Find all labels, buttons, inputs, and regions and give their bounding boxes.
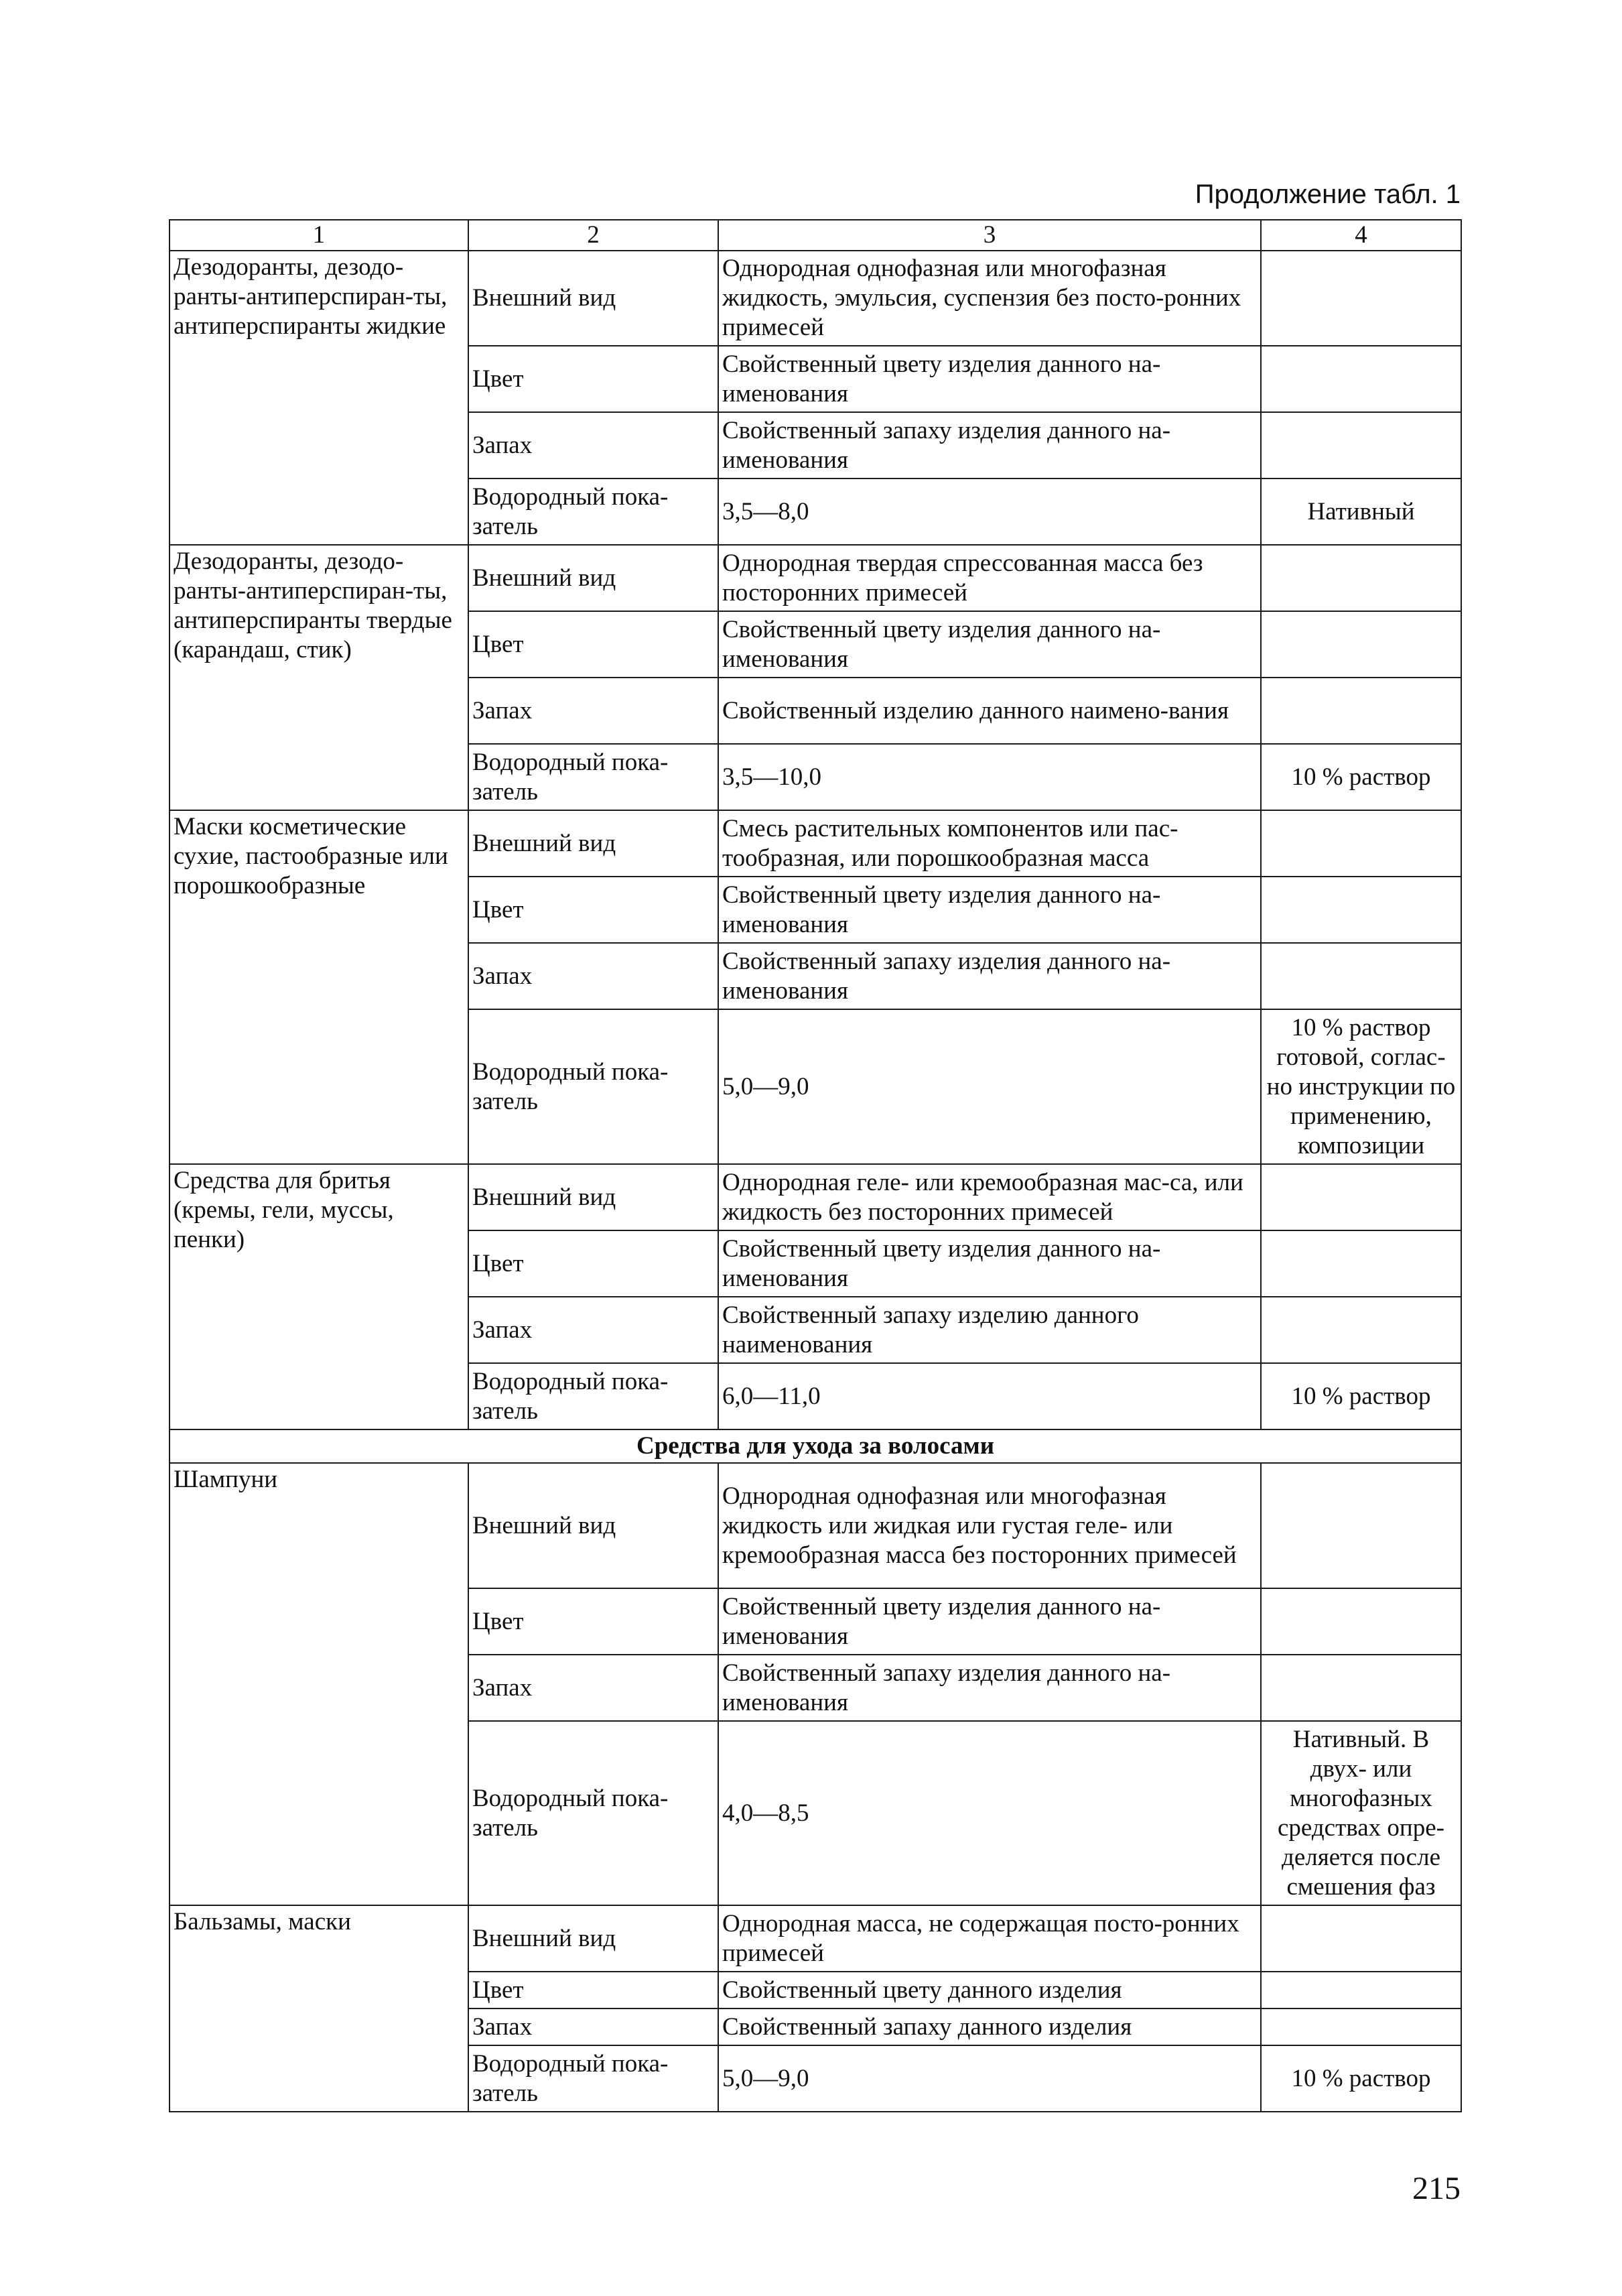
parameter-name: Водородный пока-затель [468,1363,718,1429]
parameter-name: Внешний вид [468,1905,718,1972]
parameter-note: 10 % раствор [1261,1363,1461,1429]
parameter-note [1261,1655,1461,1721]
parameter-value: Однородная масса, не содержащая посто-ронних примесей [718,1905,1261,1972]
specification-table [169,219,1462,2112]
table-row [170,810,1461,877]
parameter-name: Запах [468,1655,718,1721]
parameter-name: Внешний вид [468,810,718,877]
parameter-name: Водородный пока-затель [468,479,718,545]
parameter-value: 5,0—9,0 [718,1009,1261,1164]
parameter-name: Внешний вид [468,1463,718,1588]
parameter-name: Водородный пока-затель [468,1721,718,1905]
parameter-value: Однородная геле- или кремообразная мас-са, или жидкость без посторонних примесей [718,1164,1261,1230]
parameter-value: Свойственный цвету изделия данного на-именования [718,1588,1261,1655]
parameter-note: Нативный. В двух- или многофазных средствах опре-деляется после смешения фаз [1261,1721,1461,1905]
parameter-note [1261,943,1461,1009]
parameter-note: 10 % раствор [1261,744,1461,810]
column-number-row [170,220,1461,251]
parameter-name: Внешний вид [468,545,718,611]
parameter-note [1261,545,1461,611]
product-group-name: Средства для бритья (кремы, гели, муссы, пенки) [170,1164,468,1429]
parameter-name: Запах [468,678,718,744]
parameter-value: Свойственный цвету изделия данного на-именования [718,611,1261,678]
parameter-value: Однородная однофазная или многофазная жидкость, эмульсия, суспензия без посто-ронних примесей [718,251,1261,346]
table-row [170,545,1461,611]
parameter-name: Цвет [468,1972,718,2008]
table-row [170,1463,1461,1588]
column-number-cell: 4 [1261,220,1461,251]
table-continuation-caption: Продолжение табл. 1 [1195,180,1461,209]
parameter-value: 3,5—8,0 [718,479,1261,545]
parameter-value: Однородная твердая спрессованная масса без посторонних примесей [718,545,1261,611]
parameter-note [1261,2008,1461,2045]
parameter-value: 4,0—8,5 [718,1721,1261,1905]
parameter-name: Запах [468,1297,718,1363]
parameter-name: Цвет [468,877,718,943]
parameter-note [1261,810,1461,877]
parameter-name: Внешний вид [468,1164,718,1230]
parameter-note: 10 % раствор готовой, соглас-но инструкции по применению, композиции [1261,1009,1461,1164]
parameter-value: 3,5—10,0 [718,744,1261,810]
parameter-name: Водородный пока-затель [468,1009,718,1164]
parameter-name: Цвет [468,346,718,412]
table-row [170,1164,1461,1230]
parameter-note [1261,412,1461,479]
product-group-name: Маски косметические сухие, пастообразные или порошкообразные [170,810,468,1164]
table-row [170,1905,1461,1972]
column-number-cell: 3 [718,220,1261,251]
parameter-value: Свойственный цвету изделия данного на-именования [718,877,1261,943]
parameter-name: Водородный пока-затель [468,2045,718,2112]
parameter-note [1261,251,1461,346]
parameter-note [1261,611,1461,678]
parameter-note: 10 % раствор [1261,2045,1461,2112]
parameter-value: Однородная однофазная или многофазная жидкость или жидкая или густая геле- или кремообразная масса без посторонних примесей [718,1463,1261,1588]
parameter-name: Внешний вид [468,251,718,346]
product-group-name: Шампуни [170,1463,468,1905]
parameter-note [1261,1972,1461,2008]
parameter-note [1261,1905,1461,1972]
table-row [170,251,1461,346]
parameter-value: 6,0—11,0 [718,1363,1261,1429]
parameter-note [1261,1297,1461,1363]
parameter-name: Запах [468,2008,718,2045]
page-number: 215 [1412,2171,1461,2206]
column-number-cell: 2 [468,220,718,251]
parameter-note [1261,678,1461,744]
parameter-value: Свойственный запаху данного изделия [718,2008,1261,2045]
product-group-name: Дезодоранты, дезодо-ранты-антиперспиран-ты, антиперспиранты твердые (карандаш, стик) [170,545,468,810]
parameter-note [1261,1164,1461,1230]
parameter-value: Свойственный изделию данного наимено-вания [718,678,1261,744]
parameter-name: Запах [468,412,718,479]
section-row [170,1429,1461,1463]
parameter-name: Цвет [468,1588,718,1655]
parameter-name: Цвет [468,1230,718,1297]
parameter-value: Свойственный запаху изделия данного на-именования [718,1655,1261,1721]
parameter-name: Водородный пока-затель [468,744,718,810]
product-group-name: Бальзамы, маски [170,1905,468,2112]
parameter-value: Смесь растительных компонентов или пас-тообразная, или порошкообразная масса [718,810,1261,877]
parameter-note [1261,346,1461,412]
parameter-name: Цвет [468,611,718,678]
parameter-value: Свойственный запаху изделия данного на-именования [718,412,1261,479]
parameter-value: Свойственный цвету изделия данного на-именования [718,346,1261,412]
parameter-value: 5,0—9,0 [718,2045,1261,2112]
parameter-note: Нативный [1261,479,1461,545]
parameter-note [1261,1230,1461,1297]
section-heading: Средства для ухода за волосами [170,1429,1461,1463]
parameter-value: Свойственный цвету изделия данного на-именования [718,1230,1261,1297]
parameter-note [1261,1588,1461,1655]
parameter-note [1261,877,1461,943]
product-group-name: Дезодоранты, дезодо-ранты-антиперспиран-ты, антиперспиранты жидкие [170,251,468,545]
column-number-cell: 1 [170,220,468,251]
parameter-value: Свойственный запаху изделия данного на-именования [718,943,1261,1009]
parameter-value: Свойственный запаху изделию данного наименования [718,1297,1261,1363]
parameter-note [1261,1463,1461,1588]
parameter-name: Запах [468,943,718,1009]
parameter-value: Свойственный цвету данного изделия [718,1972,1261,2008]
